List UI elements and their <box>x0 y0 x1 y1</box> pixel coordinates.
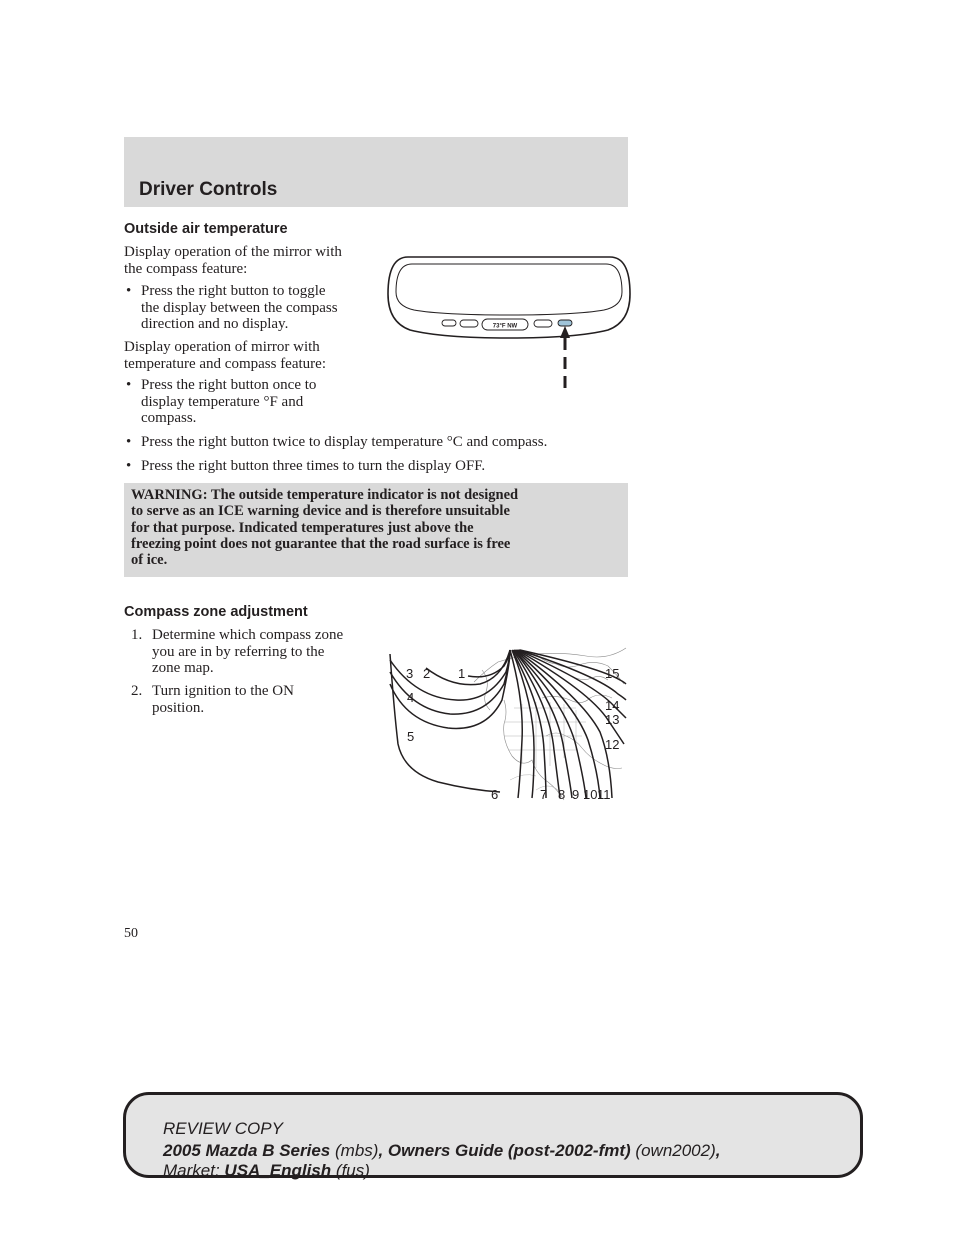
intro-temperature-paragraph: Display operation of mirror with temperature and compass feature: <box>124 339 326 372</box>
rearview-mirror-illustration <box>386 254 632 392</box>
mirror-right-button[interactable] <box>558 320 572 326</box>
zone-label-3: 3 <box>406 666 414 681</box>
intro-compass-paragraph: Display operation of the mirror with the compass feature: <box>124 244 342 277</box>
footer-guide-line: 2005 Mazda B Series (mbs), Owners Guide (post-2002-fmt) (own2002), <box>163 1141 721 1160</box>
mirror-button-3[interactable] <box>534 320 552 327</box>
warning-text: WARNING: The outside temperature indicator is not designed to serve as an ICE warning device and is therefore unsuitable for that purpose. Indicated temperatures just above the freezing point does not guarantee that the road surface is free of ice. <box>131 487 519 569</box>
bullet-press-three-times: • Press the right button three times to turn the display OFF. <box>126 458 486 474</box>
zone-label-7: 7 <box>540 787 548 802</box>
zone-label-8: 8 <box>558 787 566 802</box>
zone-label-4: 4 <box>407 690 415 705</box>
mirror-display-readout: 73°F NW <box>492 323 518 330</box>
compass-zone-map <box>386 640 632 806</box>
zone-label-6: 6 <box>491 787 499 802</box>
bullet-toggle-display: • Press the right button to toggle the display between the compass direction and no display. <box>126 283 338 332</box>
zone-label-5: 5 <box>407 729 415 744</box>
zone-label-10: 10 <box>583 787 598 802</box>
zone-label-2: 2 <box>423 666 431 681</box>
review-copy-footer <box>123 1092 863 1178</box>
mirror-button-2[interactable] <box>460 320 478 327</box>
section-title: Driver Controls <box>139 179 278 200</box>
compass-zone-adjustment-heading: Compass zone adjustment <box>124 604 308 620</box>
zone-label-12: 12 <box>605 737 620 752</box>
bullet-press-once: • Press the right button once to display temperature °F and compass. <box>126 377 317 426</box>
zone-label-1: 1 <box>458 666 466 681</box>
zone-label-11: 11 <box>597 787 611 802</box>
bullet-press-twice: • Press the right button twice to display temperature °C and compass. <box>126 434 548 450</box>
footer-market-line: Market: USA_English (fus) <box>163 1161 370 1180</box>
step-1: 1. Determine which compass zone you are in by referring to the zone map. <box>131 627 344 676</box>
zone-label-13: 13 <box>605 712 620 727</box>
step-2: 2. Turn ignition to the ON position. <box>131 683 294 716</box>
mirror-button-1[interactable] <box>442 320 456 326</box>
page-number: 50 <box>124 926 138 941</box>
section-header-bar <box>124 137 628 207</box>
footer-review-copy: REVIEW COPY <box>163 1119 283 1138</box>
mirror-glass <box>396 264 622 315</box>
zone-label-14: 14 <box>605 698 620 713</box>
zone-label-9: 9 <box>572 787 580 802</box>
outside-air-temperature-heading: Outside air temperature <box>124 221 288 237</box>
warning-box <box>124 483 628 577</box>
zone-label-15: 15 <box>605 666 620 681</box>
